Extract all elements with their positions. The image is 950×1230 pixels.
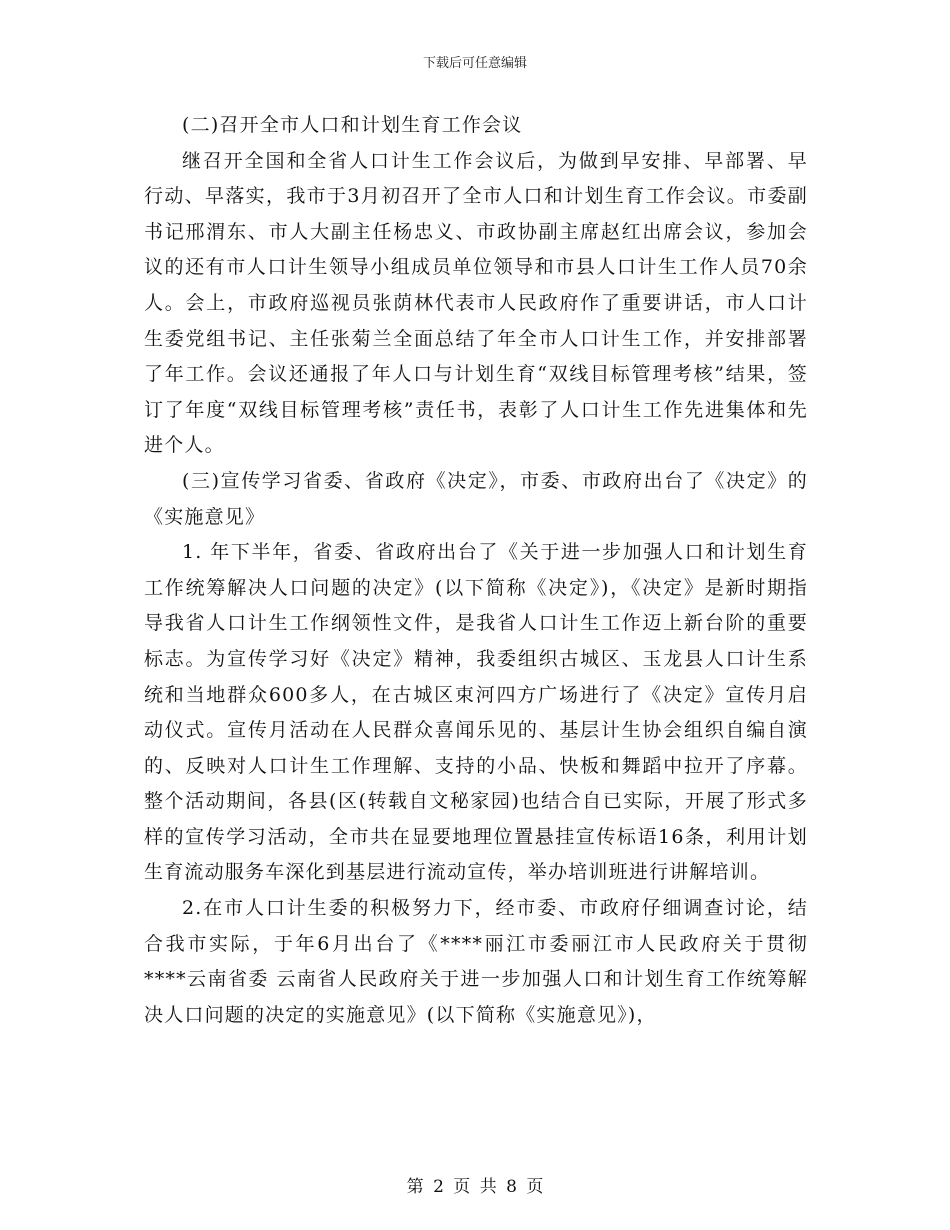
page-header-note: 下载后可任意编辑 <box>422 56 527 71</box>
body-paragraph: 1. 年下半年，省委、省政府出台了《关于进一步加强人口和计划生育工作统筹解决人口问题的决定》(以下简称《决定》)，《决定》是新时期指导我省人口计生工作纲领性文件，是我省人口计生工作迈上新台阶的重要标志。为宣传学习好《决定》精神，我委组织古城区、玉龙县人口计生系统和当地群众600多人，在古城区束河四方广场进行了《决定》宣传月启动仪式。宣传月活动在人民群众喜闻乐见的、基层计生协会组织自编自演的、反映对人口计生工作理解、支持的小品、快板和舞蹈中拉开了序幕。整个活动期间，各县(区(转载自文秘家园)也结合自已实际，开展了形式多样的宣传学习活动，全市共在显要地理位置悬挂宣传标语16条，利用计划生育流动服务车深化到基层进行流动宣传，举办培训班进行讲解培训。 <box>144 541 808 884</box>
document-body <box>144 108 808 1033</box>
body-paragraph: 继召开全国和全省人口计生工作会议后，为做到早安排、早部署、早行动、早落实，我市于3月初召开了全市人口和计划生育工作会议。市委副书记邢渭东、市人大副主任杨忠义、市政协副主席赵红出席会议，参加会议的还有市人口计生领导小组成员单位领导和市县人口计生工作人员70余人。会上，市政府巡视员张荫林代表市人民政府作了重要讲话，市人口计生委党组书记、主任张菊兰全面总结了年全市人口计生工作，并安排部署了年工作。会议还通报了年人口与计划生育“双线目标管理考核”结果，签订了年度“双线目标管理考核”责任书，表彰了人口计生工作先进集体和先进个人。 <box>144 149 808 457</box>
page-number: 第 2 页 共 8 页 <box>406 1177 544 1197</box>
section-heading-3: (三)宣传学习省委、省政府《决定》，市委、市政府出台了《决定》的《实施意见》 <box>144 469 808 528</box>
body-paragraph: 2.在市人口计生委的积极努力下，经市委、市政府仔细调查讨论，结合我市实际，于年6月出台了《****丽江市委丽江市人民政府关于贯彻****云南省委 云南省人民政府关于进一步加强人口和计划生育工作统筹解决人口问题的决定的实施意见》(以下简称《实施意见》)， <box>144 897 808 1026</box>
section-heading-2: (二)召开全市人口和计划生育工作会议 <box>182 114 523 136</box>
